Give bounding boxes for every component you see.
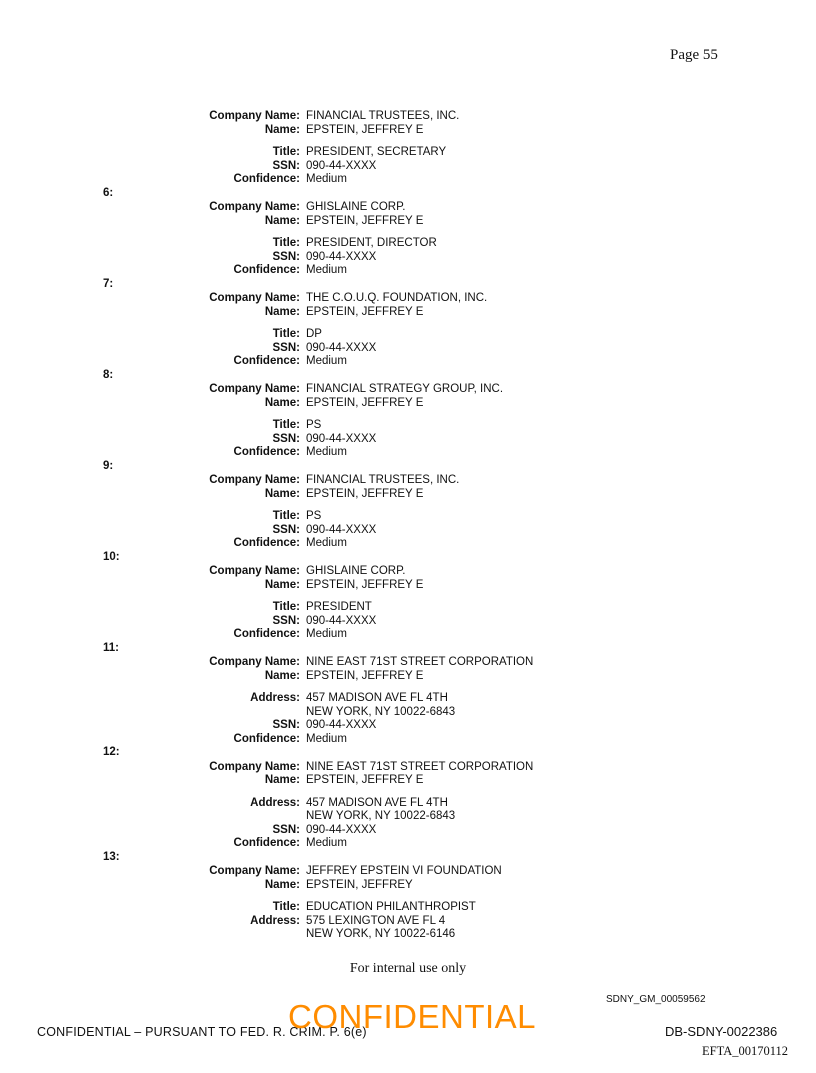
field-value: 090-44-XXXX xyxy=(306,523,377,536)
field-row xyxy=(0,146,816,160)
bates-number-gm: SDNY_GM_00059562 xyxy=(606,994,706,1005)
field-label: Confidence: xyxy=(233,837,300,849)
field-group xyxy=(0,110,816,137)
field-label: Company Name: xyxy=(209,110,300,122)
record-number: 13: xyxy=(103,850,120,863)
field-label: SSN: xyxy=(272,823,300,836)
field-row xyxy=(0,928,816,942)
field-value: EPSTEIN, JEFFREY E xyxy=(306,774,424,786)
field-value: Medium xyxy=(306,264,347,276)
field-group xyxy=(0,565,816,592)
field-row xyxy=(0,524,816,538)
field-row xyxy=(0,433,816,447)
field-value: THE C.O.U.Q. FOUNDATION, INC. xyxy=(306,292,488,304)
field-row xyxy=(0,810,816,824)
field-label: Title: xyxy=(272,601,300,613)
field-group xyxy=(0,383,816,410)
field-label: Name: xyxy=(264,396,300,409)
record-entry xyxy=(0,369,816,460)
field-label: Address: xyxy=(250,796,300,809)
record-number: 8: xyxy=(103,368,114,381)
field-value: FINANCIAL TRUSTEES, INC. xyxy=(306,110,460,122)
field-label: Company Name: xyxy=(209,656,300,668)
field-value: EPSTEIN, JEFFREY E xyxy=(306,487,424,500)
field-value: NINE EAST 71ST STREET CORPORATION xyxy=(306,760,534,773)
record-entry xyxy=(0,851,816,942)
field-label: Company Name: xyxy=(209,292,300,304)
field-row xyxy=(0,628,816,642)
field-value: 090-44-XXXX xyxy=(306,432,377,445)
field-value: Medium xyxy=(306,173,347,185)
field-row xyxy=(0,579,816,593)
field-row xyxy=(0,419,816,433)
field-group xyxy=(0,201,816,228)
field-label: Company Name: xyxy=(209,865,300,877)
field-value: EPSTEIN, JEFFREY E xyxy=(306,305,424,318)
page-number: Page 55 xyxy=(670,47,718,63)
record-entry xyxy=(0,110,816,187)
field-label: SSN: xyxy=(272,159,300,172)
field-row xyxy=(0,774,816,788)
field-value: EPSTEIN, JEFFREY E xyxy=(306,578,424,591)
field-row xyxy=(0,474,816,488)
field-value: Medium xyxy=(306,446,347,458)
field-value: EPSTEIN, JEFFREY E xyxy=(306,669,424,682)
field-label: Name: xyxy=(264,669,300,682)
field-label: Address: xyxy=(250,914,300,927)
field-value: GHISLAINE CORP. xyxy=(306,565,406,577)
field-value: 090-44-XXXX xyxy=(306,614,377,627)
field-group xyxy=(0,292,816,319)
field-row xyxy=(0,215,816,229)
field-group xyxy=(0,656,816,683)
field-row xyxy=(0,615,816,629)
field-group xyxy=(0,692,816,746)
field-row xyxy=(0,537,816,551)
field-row xyxy=(0,824,816,838)
field-label: Confidence: xyxy=(233,732,300,745)
field-row xyxy=(0,879,816,893)
field-row xyxy=(0,237,816,251)
field-row xyxy=(0,901,816,915)
field-row xyxy=(0,510,816,524)
field-row xyxy=(0,342,816,356)
field-value: Medium xyxy=(306,355,347,367)
field-value: FINANCIAL STRATEGY GROUP, INC. xyxy=(306,383,504,395)
field-label: Company Name: xyxy=(209,201,300,213)
field-row xyxy=(0,173,816,187)
field-row xyxy=(0,915,816,929)
field-group xyxy=(0,146,816,187)
field-value: 090-44-XXXX xyxy=(306,823,377,836)
efta-identifier: EFTA_00170112 xyxy=(702,1044,789,1058)
internal-use-note: For internal use only xyxy=(349,961,467,976)
field-row xyxy=(0,797,816,811)
record-number-row xyxy=(0,642,816,656)
field-row xyxy=(0,446,816,460)
field-label: Name: xyxy=(264,774,300,786)
field-value: PRESIDENT xyxy=(306,601,372,613)
field-label: Name: xyxy=(264,878,300,891)
record-number-row xyxy=(0,278,816,292)
field-group xyxy=(0,901,816,942)
field-row xyxy=(0,124,816,138)
field-value: 457 MADISON AVE FL 4TH xyxy=(306,692,448,704)
field-value: PS xyxy=(306,510,322,522)
field-row xyxy=(0,656,816,670)
field-label: Confidence: xyxy=(233,173,300,185)
field-group xyxy=(0,510,816,551)
field-value: NEW YORK, NY 10022-6843 xyxy=(306,705,456,718)
field-value: NEW YORK, NY 10022-6146 xyxy=(306,928,456,940)
field-row xyxy=(0,692,816,706)
field-label: Address: xyxy=(250,692,300,704)
field-row xyxy=(0,201,816,215)
field-value: EPSTEIN, JEFFREY E xyxy=(306,123,424,136)
field-label: Title: xyxy=(272,510,300,522)
record-entry xyxy=(0,642,816,747)
field-value: JEFFREY EPSTEIN VI FOUNDATION xyxy=(306,865,502,877)
field-label: Name: xyxy=(264,487,300,500)
field-value: 090-44-XXXX xyxy=(306,159,377,172)
field-value: Medium xyxy=(306,537,347,549)
field-label: Confidence: xyxy=(233,537,300,549)
field-row xyxy=(0,761,816,775)
field-label: Name: xyxy=(264,123,300,136)
field-group xyxy=(0,797,816,851)
field-group xyxy=(0,237,816,278)
record-number-row xyxy=(0,460,816,474)
record-number: 6: xyxy=(103,186,114,199)
field-label: Name: xyxy=(264,578,300,591)
field-row xyxy=(0,110,816,124)
field-value: 575 LEXINGTON AVE FL 4 xyxy=(306,914,446,927)
record-number-row xyxy=(0,746,816,760)
record-number: 9: xyxy=(103,459,114,472)
field-row xyxy=(0,328,816,342)
field-row xyxy=(0,383,816,397)
field-label: Company Name: xyxy=(209,383,300,395)
field-row xyxy=(0,733,816,747)
field-value: Medium xyxy=(306,732,347,745)
field-value: Medium xyxy=(306,837,347,849)
record-entry xyxy=(0,746,816,851)
field-label: SSN: xyxy=(272,614,300,627)
field-row xyxy=(0,565,816,579)
record-number: 11: xyxy=(103,641,119,654)
field-row xyxy=(0,251,816,265)
field-value: NINE EAST 71ST STREET CORPORATION xyxy=(306,656,534,668)
field-value: 457 MADISON AVE FL 4TH xyxy=(306,796,448,809)
record-number: 10: xyxy=(103,550,120,563)
field-row xyxy=(0,719,816,733)
field-label: SSN: xyxy=(272,341,300,354)
field-label: SSN: xyxy=(272,719,300,731)
bates-number-db: DB-SDNY-0022386 xyxy=(665,1024,778,1039)
field-value: EPSTEIN, JEFFREY E xyxy=(306,396,424,409)
field-value: DP xyxy=(306,328,322,340)
field-group xyxy=(0,865,816,892)
field-value: 090-44-XXXX xyxy=(306,250,377,263)
field-label: SSN: xyxy=(272,250,300,263)
record-entry xyxy=(0,187,816,278)
field-row xyxy=(0,355,816,369)
record-number: 7: xyxy=(103,277,114,290)
record-number-row xyxy=(0,187,816,201)
record-number-row xyxy=(0,369,816,383)
field-value: PRESIDENT, DIRECTOR xyxy=(306,237,437,249)
record-number: 12: xyxy=(103,746,120,758)
field-group xyxy=(0,761,816,788)
field-value: NEW YORK, NY 10022-6843 xyxy=(306,810,456,822)
field-label: Confidence: xyxy=(233,446,300,458)
record-list xyxy=(0,110,816,942)
field-value: Medium xyxy=(306,628,347,640)
field-row xyxy=(0,160,816,174)
field-value: GHISLAINE CORP. xyxy=(306,201,406,213)
field-label: Company Name: xyxy=(209,474,300,486)
confidential-notice: CONFIDENTIAL – PURSUANT TO FED. R. CRIM. P. 6(e) xyxy=(37,1025,367,1039)
field-label: Title: xyxy=(272,419,300,431)
field-value: PS xyxy=(306,419,322,431)
field-label: Name: xyxy=(264,214,300,227)
field-label: SSN: xyxy=(272,432,300,445)
field-value: EDUCATION PHILANTHROPIST xyxy=(306,901,476,913)
field-group xyxy=(0,328,816,369)
field-row xyxy=(0,292,816,306)
field-group xyxy=(0,474,816,501)
field-value: EPSTEIN, JEFFREY E xyxy=(306,214,424,227)
field-label: Title: xyxy=(272,237,300,249)
field-label: Title: xyxy=(272,328,300,340)
field-label: Confidence: xyxy=(233,264,300,276)
record-number-row xyxy=(0,551,816,565)
field-row xyxy=(0,306,816,320)
field-row xyxy=(0,706,816,720)
field-label: Company Name: xyxy=(209,565,300,577)
field-value: EPSTEIN, JEFFREY xyxy=(306,878,413,891)
field-value: 090-44-XXXX xyxy=(306,719,377,731)
field-label: Company Name: xyxy=(209,760,300,773)
field-row xyxy=(0,865,816,879)
field-value: FINANCIAL TRUSTEES, INC. xyxy=(306,474,460,486)
field-label: Confidence: xyxy=(233,355,300,367)
record-entry xyxy=(0,551,816,642)
field-group xyxy=(0,601,816,642)
field-group xyxy=(0,419,816,460)
record-entry xyxy=(0,278,816,369)
field-label: Title: xyxy=(272,901,300,913)
field-label: SSN: xyxy=(272,523,300,536)
field-row xyxy=(0,264,816,278)
record-entry xyxy=(0,460,816,551)
record-number-row xyxy=(0,851,816,865)
field-value: PRESIDENT, SECRETARY xyxy=(306,146,447,158)
confidential-stamp: CONFIDENTIAL xyxy=(288,998,537,1035)
field-label: Title: xyxy=(272,146,300,158)
field-row xyxy=(0,601,816,615)
field-label: Name: xyxy=(264,305,300,318)
field-label: Confidence: xyxy=(233,628,300,640)
field-row xyxy=(0,670,816,684)
field-row xyxy=(0,488,816,502)
field-row xyxy=(0,397,816,411)
field-row xyxy=(0,837,816,851)
field-value: 090-44-XXXX xyxy=(306,341,377,354)
